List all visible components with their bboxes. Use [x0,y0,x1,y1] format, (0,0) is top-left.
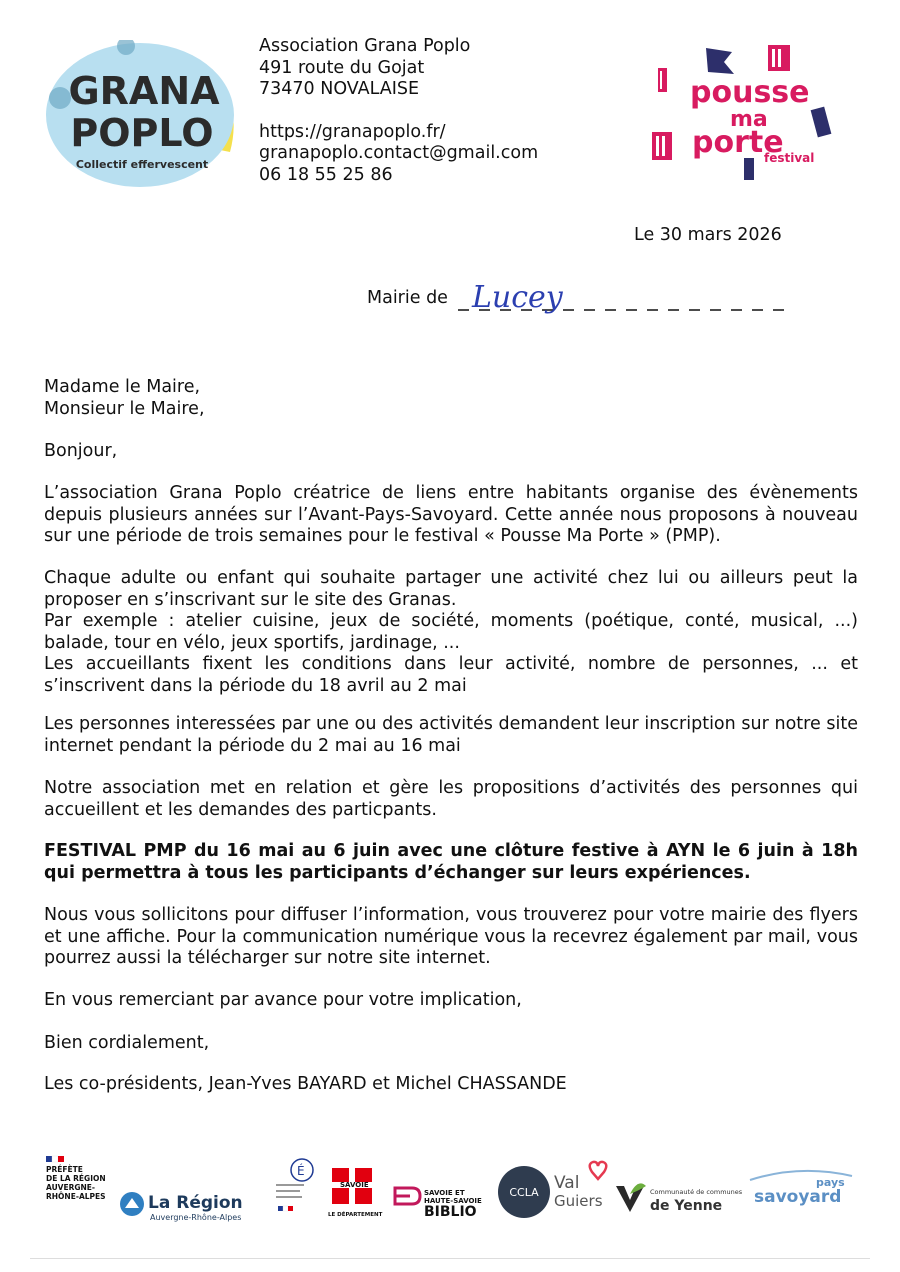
svg-text:DE LA RÉGION: DE LA RÉGION [46,1174,106,1183]
pmp-word-porte: porte [692,125,784,160]
sender-name: Association Grana Poplo [259,36,471,56]
svg-text:HAUTE-SAVOIE: HAUTE-SAVOIE [424,1197,482,1205]
svg-text:Communauté de communes: Communauté de communes [650,1188,743,1196]
svg-text:savoyard: savoyard [754,1187,842,1207]
greeting: Bonjour, [44,441,118,461]
salutation-line-1: Madame le Maire, [44,377,201,397]
logo-text-grana: GRANA [68,69,220,113]
paragraph-regards: Bien cordialement, [44,1033,210,1053]
paragraph-proposals [44,568,858,697]
sender-address [259,36,538,186]
svg-text:pays: pays [816,1176,845,1189]
svg-text:CCLA: CCLA [509,1186,539,1199]
recipient-handwritten-field [456,280,796,330]
pays-savoyard-logo [750,1171,852,1207]
svg-text:SAVOIE: SAVOIE [340,1181,369,1189]
paragraph-proposals-a: Chaque adulte ou enfant qui souhaite partager une activité chez lui ou ailleurs peut la proposer en s’inscrivant sur le site des Granas. [44,568,858,610]
paragraph-registration: Les personnes interessées par une ou des activités demandent leur inscription sur notre site internet pendant la période du 2 mai au 16 mai [44,714,858,756]
sender-email[interactable]: granapoplo.contact@gmail.com [259,143,539,163]
svg-text:La Région: La Région [148,1193,243,1213]
svg-text:SAVOIE ET: SAVOIE ET [424,1189,465,1197]
paragraph-festival-dates: FESTIVAL PMP du 16 mai au 6 juin avec une clôture festive à AYN le 6 juin à 18h qui permettra à tous les participants d’échanger sur leurs expériences. [44,841,858,883]
signature-line: Les co-présidents, Jean-Yves BAYARD et Michel CHASSANDE [44,1074,567,1094]
pousse-ma-porte-logo [648,40,848,190]
savoie-logo [328,1168,383,1218]
paragraph-request: Nous vous sollicitons pour diffuser l’information, vous trouverez pour votre mairie des flyers et une affiche. Pour la communication numérique vous la recevrez également par mail, vous pourrez aussi la télécharger sur notre site internet. [44,905,858,968]
paragraph-intro: L’association Grana Poplo créatrice de liens entre habitants organise des évènements depuis plusieurs années sur l’Avant-Pays-Savoyard. Cette année nous proposons à nouveau sur une période de trois semaines pour le festival « Pousse Ma Porte » (PMP). [44,483,858,546]
handwritten-town: Lucey [472,280,563,315]
svg-text:Auvergne-Rhône-Alpes: Auvergne-Rhône-Alpes [150,1213,242,1222]
partner-logos [40,1150,860,1230]
svg-text:PRÉFÈTE: PRÉFÈTE [46,1165,83,1174]
logo-text-poplo: POPLO [70,111,214,155]
paragraph-proposals-b: Par exemple : atelier cuisine, jeux de société, moments (poétique, conté, musical, ...) balade, tour en vélo, jeux sportifs, jardinage, ... [44,611,858,653]
sender-website[interactable]: https://granapoplo.fr/ [259,121,446,142]
yenne-logo [616,1183,743,1214]
logo-tagline: Collectif effervescent [75,158,209,171]
ccla-logo [498,1166,550,1218]
paragraph-thanks: En vous remerciant par avance pour votre implication, [44,990,522,1010]
svg-text:BIBLIO: BIBLIO [424,1204,477,1220]
recipient-label: Mairie de [367,288,448,308]
region-logo [120,1192,243,1222]
footer-divider [30,1258,870,1259]
svg-text:É: É [297,1164,305,1178]
grana-poplo-logo [44,40,240,190]
svg-text:RHÔNE-ALPES: RHÔNE-ALPES [46,1192,106,1201]
letter-date: Le 30 mars 2026 [634,225,782,245]
academie-logo [276,1159,313,1211]
pmp-word-festival: festival [764,151,815,165]
svg-text:Val: Val [554,1173,580,1193]
prefet-logo [46,1156,106,1201]
flag-shape [706,48,734,74]
paragraph-proposals-c: Les accueillants fixent les conditions dans leur activité, nombre de personnes, ... et s’inscrivent dans la période du 18 avril au 2 mai [44,654,858,696]
val-guiers-logo [554,1162,606,1210]
svg-text:de Yenne: de Yenne [650,1198,723,1214]
svg-text:Guiers: Guiers [554,1192,603,1210]
salutation-line-2: Monsieur le Maire, [44,398,205,419]
paragraph-association: Notre association met en relation et gère les propositions d’activités des personnes qui accueillent et les demandes des particpants. [44,778,858,820]
salutation [44,377,858,420]
sender-street: 491 route du Gojat [259,57,425,78]
pmp-word-pousse: pousse [690,75,810,110]
sender-city: 73470 NOVALAISE [259,79,420,99]
biblio-logo [395,1188,482,1220]
sender-phone: 06 18 55 25 86 [259,164,393,185]
svg-text:AUVERGNE-: AUVERGNE- [46,1183,96,1192]
pmp-word-ma: ma [730,107,768,132]
svg-text:LE DÉPARTEMENT: LE DÉPARTEMENT [328,1212,383,1218]
